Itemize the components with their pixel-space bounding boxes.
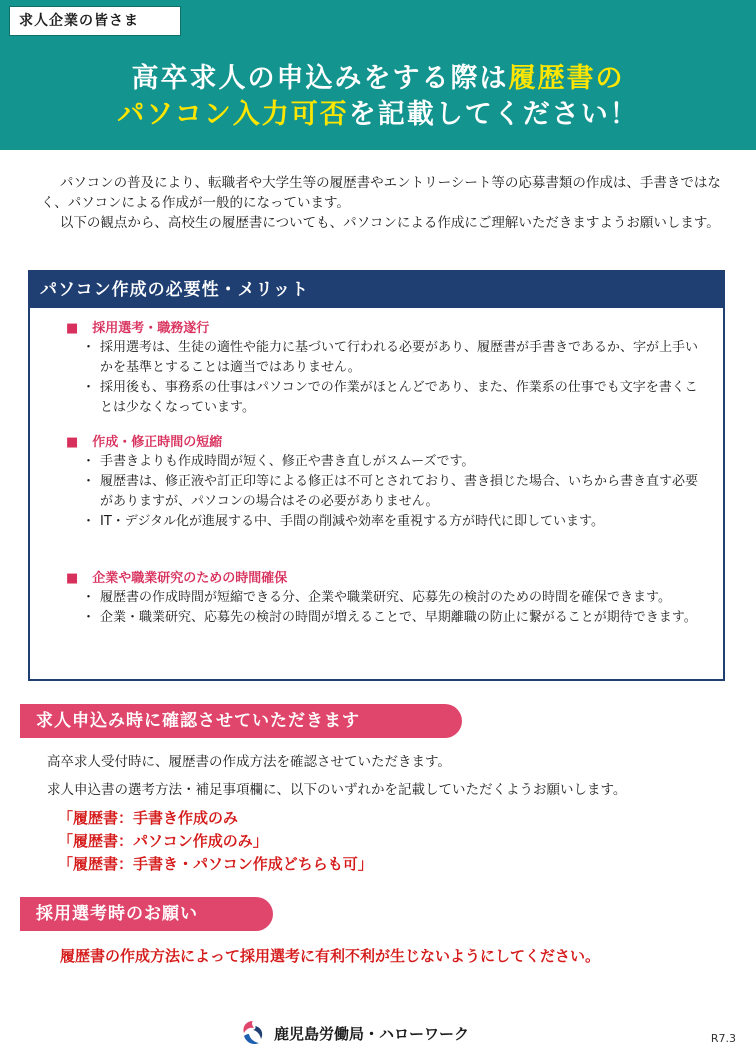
bullet-dot-icon: ・ [82, 380, 96, 395]
mhlw-logo-icon [238, 1018, 268, 1048]
list-item-text: 採用後も、事務系の仕事はパソコンでの作業がほとんどであり、また、作業系の仕事でも文字を書くことは少なくなっています。 [100, 380, 698, 415]
page-title-line2 [0, 92, 756, 131]
square-bullet-icon: ■ [66, 321, 79, 336]
merit-section-selection [66, 319, 706, 418]
list-item [66, 338, 706, 378]
square-bullet-icon: ■ [66, 435, 79, 450]
option-pc: 「履歴書：パソコン作成のみ」 [58, 832, 268, 850]
list-item-text: IT・デジタル化が進展する中、手間の削減や効率を重視する方が時代に即しています。 [100, 514, 604, 529]
merit-box [28, 270, 725, 681]
title-highlight: 履歴書の [508, 63, 625, 94]
section-title [66, 319, 706, 338]
square-bullet-icon: ■ [66, 571, 79, 586]
page-title-line1 [0, 56, 756, 95]
list-item [66, 512, 706, 532]
section-title [66, 569, 706, 588]
title-highlight: パソコン入力可否 [117, 99, 349, 130]
organization-name: 鹿児島労働局・ハローワーク [274, 1024, 470, 1043]
list-item [66, 472, 706, 512]
footer [238, 1018, 469, 1048]
bullet-dot-icon: ・ [82, 610, 96, 625]
section-title-text: 企業や職業研究のための時間確保 [92, 571, 288, 586]
list-item-text: 履歴書は、修正液や訂正印等による修正は不可とされており、書き損じた場合、いちから書き直す必要がありますが、パソコンの場合はその必要がありません。 [100, 474, 699, 509]
list-item-text: 手書きよりも作成時間が短く、修正や書き直しがスムーズです。 [100, 454, 475, 469]
confirm-heading: 求人申込み時に確認させていただきます [20, 704, 462, 738]
list-item-text: 履歴書の作成時間が短縮できる分、企業や職業研究、応募先の検討のための時間を確保できます。 [100, 590, 671, 605]
confirm-line-2: 求人申込書の選考方法・補足事項欄に、以下のいずれかを記載していただくようお願いします。 [47, 782, 627, 798]
audience-label: 求人企業の皆さま [9, 6, 181, 36]
title-text: を記載してください！ [348, 99, 639, 130]
header-banner [0, 0, 756, 150]
request-heading: 採用選考時のお願い [20, 897, 273, 931]
intro-paragraph-1: パソコンの普及により、転職者や大学生等の履歴書やエントリーシート等の応募書類の作成は、手書きではなく、パソコンによる作成が一般的になっています。 [41, 175, 721, 211]
request-note: 履歴書の作成方法によって採用選考に有利不利が生じないようにしてください。 [60, 947, 601, 965]
bullet-dot-icon: ・ [82, 474, 96, 489]
intro-text [41, 173, 727, 233]
bullet-dot-icon: ・ [82, 590, 96, 605]
list-item [66, 452, 706, 472]
list-item [66, 588, 706, 608]
list-item [66, 378, 706, 418]
list-item [66, 608, 706, 628]
list-item-text: 採用選考は、生徒の適性や能力に基づいて行われる必要があり、履歴書が手書きであるか、字が上手いかを基準とすることは適当ではありません。 [100, 340, 699, 375]
section-title-text: 採用選考・職務遂行 [92, 321, 210, 336]
title-text: 高卒求人の申込みをする際は [131, 63, 509, 94]
section-title-text: 作成・修正時間の短縮 [92, 435, 223, 450]
confirm-line-1: 高卒求人受付時に、履歴書の作成方法を確認させていただきます。 [47, 754, 451, 770]
intro-paragraph-2: 以下の観点から、高校生の履歴書についても、パソコンによる作成にご理解いただきますようお願いします。 [59, 215, 720, 231]
merit-heading: パソコン作成の必要性・メリット [30, 272, 723, 308]
bullet-dot-icon: ・ [82, 514, 96, 529]
version-label: R7.3 [710, 1032, 736, 1045]
merit-section-time [66, 433, 706, 532]
merit-section-research [66, 569, 706, 628]
option-handwritten: 「履歴書：手書き作成のみ [58, 809, 239, 827]
section-title [66, 433, 706, 452]
bullet-dot-icon: ・ [82, 340, 96, 355]
option-either: 「履歴書：手書き・パソコン作成どちらも可」 [58, 855, 373, 873]
list-item-text: 企業・職業研究、応募先の検討の時間が増えることで、早期離職の防止に繋がることが期待できます。 [100, 610, 697, 625]
bullet-dot-icon: ・ [82, 454, 96, 469]
